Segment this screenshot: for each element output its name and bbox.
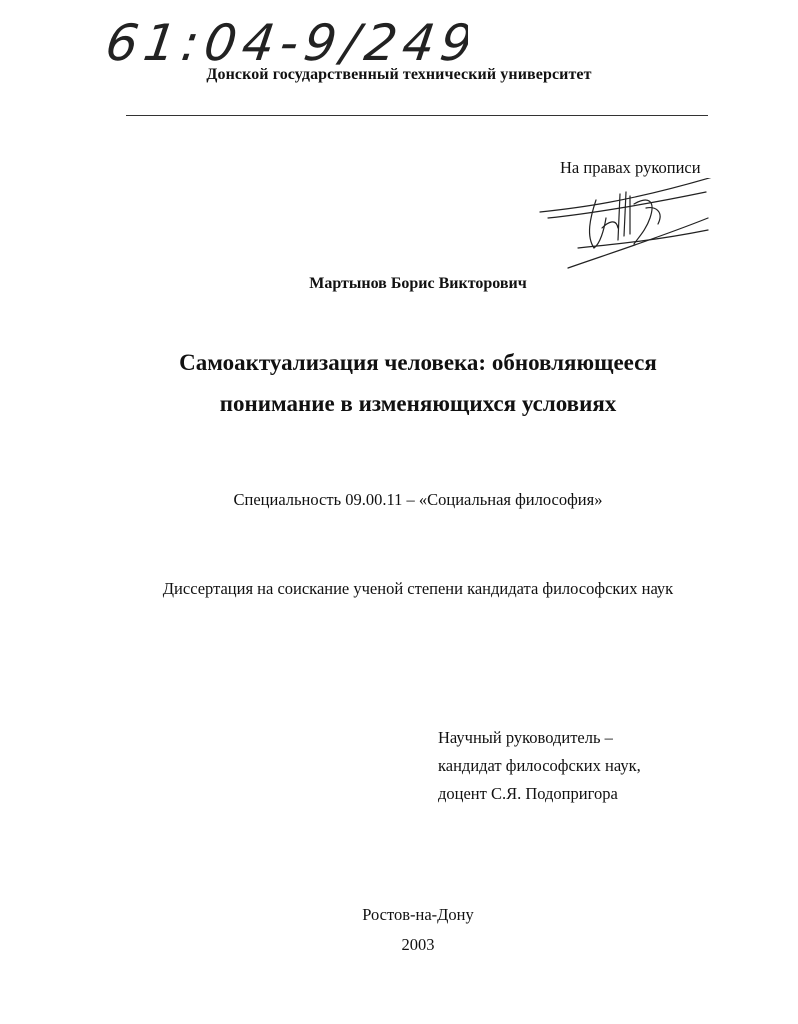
author-signature bbox=[538, 178, 718, 274]
header-divider bbox=[126, 115, 708, 116]
supervisor-degree: кандидат философских наук, bbox=[438, 756, 641, 775]
supervisor-name: доцент С.Я. Подопригора bbox=[438, 784, 618, 803]
city: Ростов-на-Дону bbox=[362, 905, 474, 924]
title-line-2: понимание в изменяющихся условиях bbox=[219, 391, 617, 416]
dissertation-title bbox=[0, 342, 798, 424]
supervisor-block bbox=[438, 724, 641, 808]
degree-line: Диссертация на соискание ученой степени кандидата философских наук bbox=[162, 579, 674, 598]
specialty-line: Специальность 09.00.11 – «Социальная философия» bbox=[233, 490, 603, 509]
author-name: Мартынов Борис Викторович bbox=[309, 275, 527, 292]
university-name: Донской государственный технический университет bbox=[206, 66, 592, 83]
title-line-1: Самоактуализация человека: обновляющееся bbox=[179, 350, 657, 375]
handwritten-code-drawing bbox=[108, 2, 468, 74]
supervisor-role: Научный руководитель – bbox=[438, 728, 613, 747]
handwritten-archive-code bbox=[108, 2, 468, 74]
year: 2003 bbox=[401, 935, 435, 954]
handwritten-code-text: 61:04-9/249 bbox=[108, 13, 468, 72]
manuscript-rights-label: На правах рукописи bbox=[560, 158, 701, 177]
